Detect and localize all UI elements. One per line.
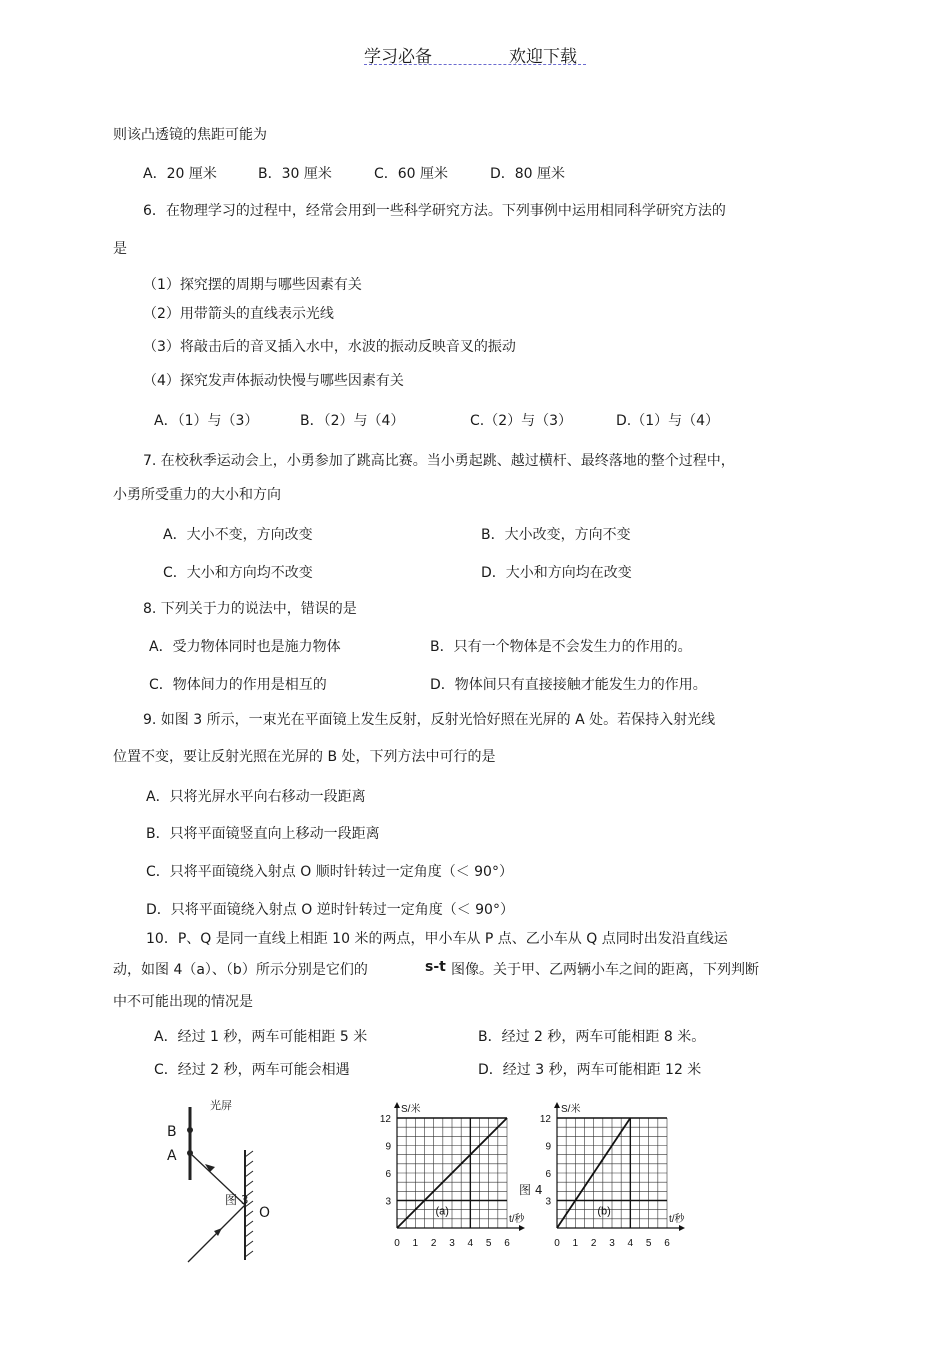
x-axis-label: t/秒 xyxy=(509,1214,525,1225)
option-c: C．物体间力的作用是相互的 xyxy=(149,677,327,693)
x-tick-label: 3 xyxy=(609,1238,615,1249)
text-line: 是 xyxy=(113,241,127,257)
y-tick-label: 12 xyxy=(379,1114,391,1125)
text-line: 中不可能出现的情况是 xyxy=(113,994,253,1010)
x-tick-label: 5 xyxy=(645,1238,652,1249)
option-a: A．大小不变，方向改变 xyxy=(163,527,313,543)
figure-4-caption: 图 4 xyxy=(519,1183,543,1197)
x-tick-label: 0 xyxy=(554,1238,560,1249)
st-term: s-t xyxy=(425,959,446,975)
option-c: C．大小和方向均不改变 xyxy=(163,565,313,581)
x-tick-label: 6 xyxy=(664,1238,670,1249)
x-axis-label: t/秒 xyxy=(669,1214,685,1225)
option-a: A．受力物体同时也是施力物体 xyxy=(149,639,341,655)
question-6: 6．在物理学习的过程中，经常会用到一些科学研究方法。下列事例中运用相同科学研究方法的 xyxy=(143,203,726,219)
x-tick-label: 3 xyxy=(449,1238,455,1249)
point-o-label: O xyxy=(259,1205,271,1221)
x-tick-label: 6 xyxy=(504,1238,510,1249)
text-line: 小勇所受重力的大小和方向 xyxy=(113,487,281,503)
y-axis-arrow xyxy=(554,1102,560,1108)
option-a: A．20 厘米 xyxy=(143,166,217,182)
panel-label: (b) xyxy=(597,1205,611,1218)
item-4: （4）探究发声体振动快慢与哪些因素有关 xyxy=(143,373,404,389)
question-7: 7. 在校秋季运动会上，小勇参加了跳高比赛。当小勇起跳、越过横杆、最终落地的整个过程中， xyxy=(143,453,735,469)
figure-3-diagram xyxy=(150,1095,290,1270)
option-d: D．80 厘米 xyxy=(490,166,566,182)
option-d: D．大小和方向均在改变 xyxy=(481,565,632,581)
screen-label: 光屏 xyxy=(210,1099,232,1112)
x-axis-arrow xyxy=(519,1225,525,1231)
option-d: D．物体间只有直接接触才能发生力的作用。 xyxy=(430,677,707,693)
panel-label: (a) xyxy=(435,1205,449,1218)
option-b: B．只有一个物体是不会发生力的作用的。 xyxy=(430,639,692,655)
item-1: （1）探究摆的周期与哪些因素有关 xyxy=(143,277,362,293)
x-tick-label: 2 xyxy=(590,1238,597,1249)
figure-4a-chart xyxy=(375,1093,530,1253)
y-tick-label: 9 xyxy=(545,1141,551,1153)
y-axis-label: S/米 xyxy=(401,1104,421,1115)
text-line: 则该凸透镜的焦距可能为 xyxy=(113,127,267,143)
option-d: D.（1）与（4） xyxy=(616,413,720,429)
option-c: C.（2）与（3） xyxy=(470,413,573,429)
option-d: D．经过 3 秒，两车可能相距 12 米 xyxy=(478,1062,702,1078)
y-tick-label: 12 xyxy=(539,1114,551,1125)
point-b-dot xyxy=(187,1127,193,1133)
point-a-label: A xyxy=(167,1148,177,1164)
x-tick-label: 4 xyxy=(467,1238,474,1249)
option-b: B．30 厘米 xyxy=(258,166,332,182)
y-tick-label: 3 xyxy=(385,1196,391,1208)
option-b: B．大小改变，方向不变 xyxy=(481,527,631,543)
y-tick-label: 6 xyxy=(385,1169,391,1180)
text-line: 动，如图 4（a）、（b）所示分别是它们的 xyxy=(113,962,368,978)
question-9: 9. 如图 3 所示，一束光在平面镜上发生反射，反射光恰好照在光屏的 A 处。若保持入射光线 xyxy=(143,712,716,728)
y-tick-label: 3 xyxy=(545,1196,551,1208)
x-axis-arrow xyxy=(679,1225,685,1231)
option-a: A．经过 1 秒，两车可能相距 5 米 xyxy=(154,1029,368,1045)
option-d: D．只将平面镜绕入射点 O 逆时针转过一定角度（＜ 90°） xyxy=(146,902,514,918)
x-tick-label: 0 xyxy=(394,1238,400,1249)
option-a: A．只将光屏水平向右移动一段距离 xyxy=(146,789,366,805)
header-right: 欢迎下载 xyxy=(509,47,577,67)
header-left: 学习必备 xyxy=(364,47,432,67)
x-tick-label: 2 xyxy=(430,1238,437,1249)
option-b: B．（2）与（4） xyxy=(300,413,405,429)
figure-4b-chart xyxy=(535,1093,695,1253)
text-line: 图像。关于甲、乙两辆小车之间的距离，下列判断 xyxy=(451,962,759,978)
question-8: 8. 下列关于力的说法中，错误的是 xyxy=(143,601,357,617)
option-a: A．（1）与（3） xyxy=(154,413,259,429)
x-tick-label: 5 xyxy=(485,1238,492,1249)
x-tick-label: 1 xyxy=(572,1238,579,1249)
y-tick-label: 9 xyxy=(385,1141,391,1153)
option-b: B．只将平面镜竖直向上移动一段距离 xyxy=(146,826,380,842)
y-axis-label: S/米 xyxy=(561,1104,581,1115)
y-tick-label: 6 xyxy=(545,1169,551,1180)
point-b-label: B xyxy=(167,1124,177,1140)
item-2: （2）用带箭头的直线表示光线 xyxy=(143,306,334,322)
option-c: C．只将平面镜绕入射点 O 顺时针转过一定角度（＜ 90°） xyxy=(146,864,513,880)
figure-3-caption: 图 3 xyxy=(225,1193,249,1207)
header-underline xyxy=(364,64,586,65)
question-10: 10．P、Q 是同一直线上相距 10 米的两点，甲小车从 P 点、乙小车从 Q 点同时出发沿直线运 xyxy=(146,931,728,947)
x-tick-label: 1 xyxy=(412,1238,419,1249)
item-3: （3）将敲击后的音叉插入水中，水波的振动反映音叉的振动 xyxy=(143,339,516,355)
y-axis-arrow xyxy=(394,1102,400,1108)
option-b: B．经过 2 秒，两车可能相距 8 米。 xyxy=(478,1029,706,1045)
text-line: 位置不变，要让反射光照在光屏的 B 处，下列方法中可行的是 xyxy=(113,749,496,765)
option-c: C．经过 2 秒，两车可能会相遇 xyxy=(154,1062,350,1078)
option-c: C．60 厘米 xyxy=(374,166,449,182)
x-tick-label: 4 xyxy=(627,1238,634,1249)
